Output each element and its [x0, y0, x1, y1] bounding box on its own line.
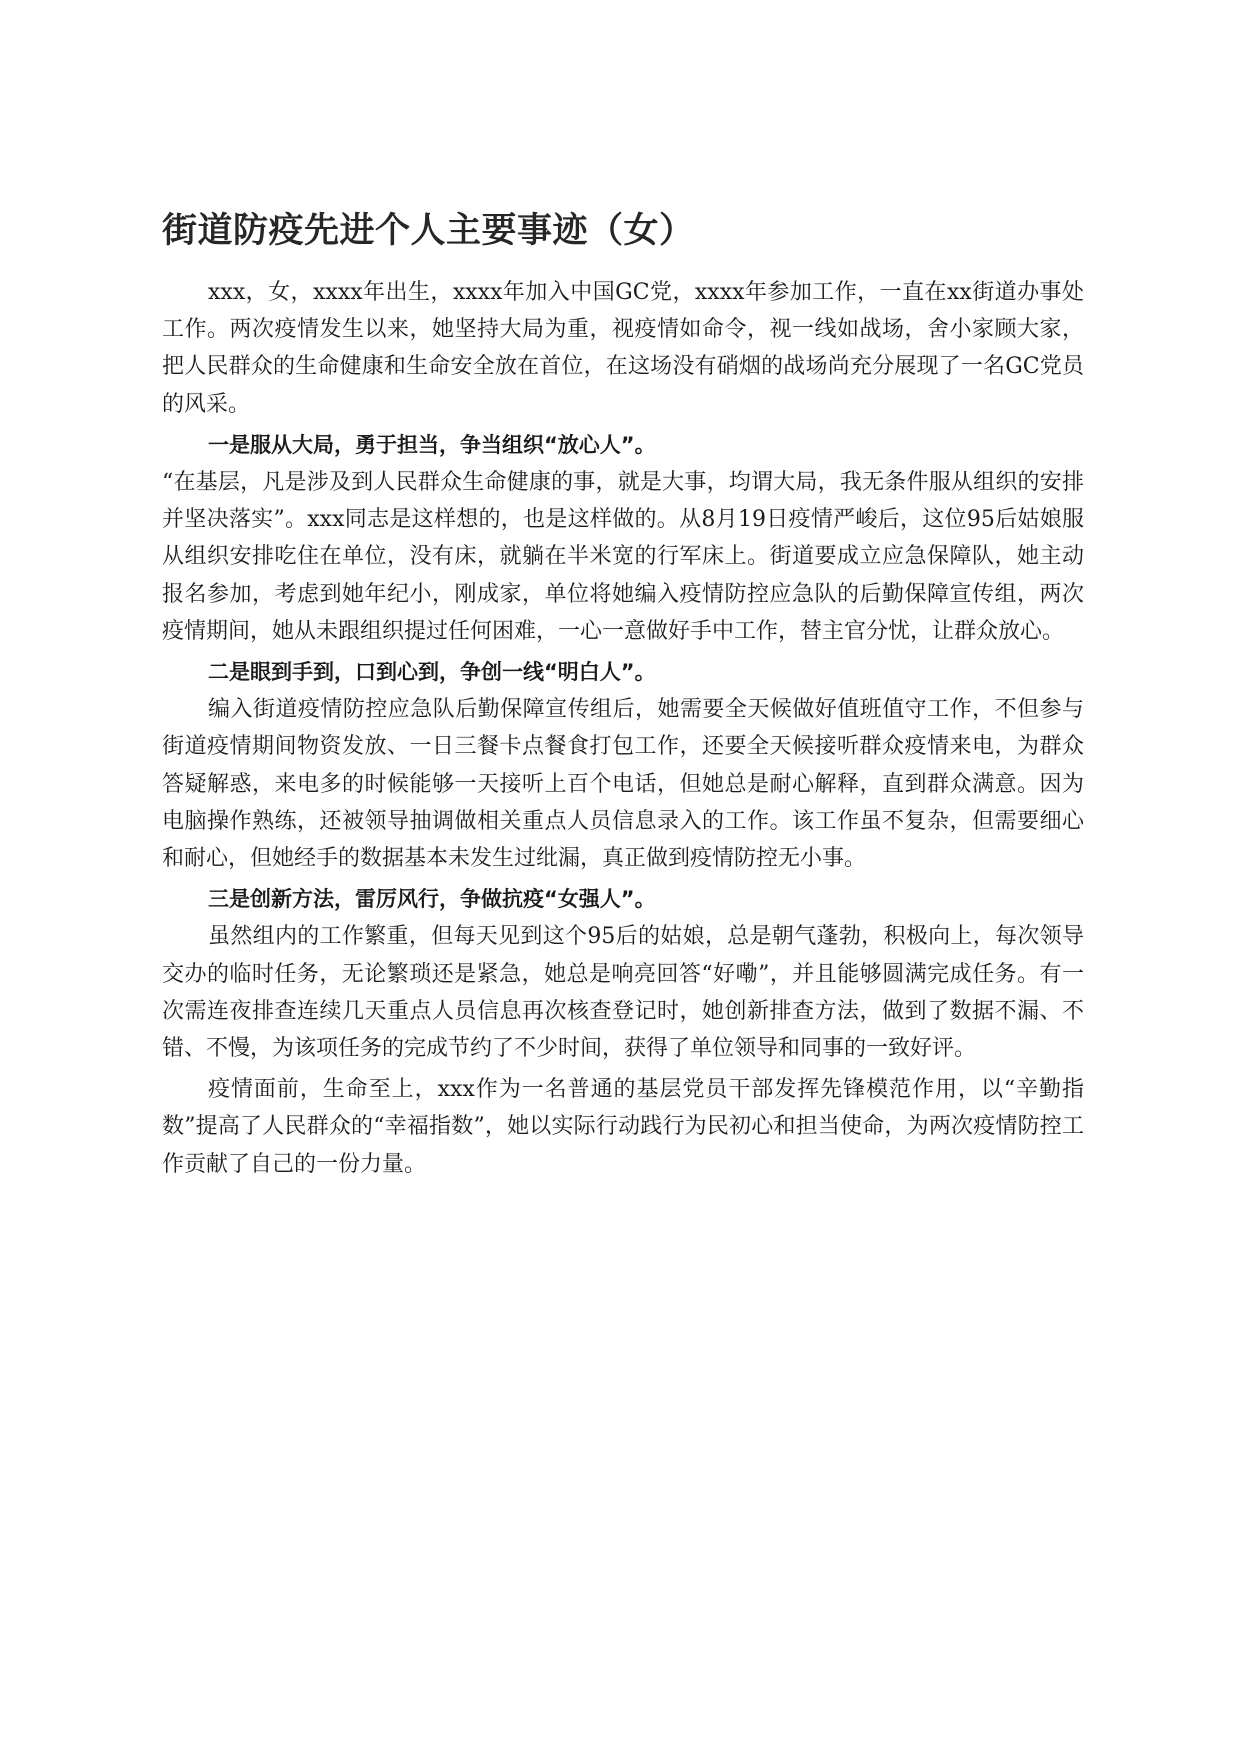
- section-1-body: “在基层，凡是涉及到人民群众生命健康的事，就是大事，均谓大局，我无条件服从组织的安排并坚决落实”。xxx同志是这样想的，也是这样做的。从8月19日疫情严峻后，这位95后姑娘服从组织安排吃住在单位，没有床，就躺在半米宽的行军床上。街道要成立应急保障队，她主动报名参加，考虑到她年纪小，刚成家，单位将她编入疫情防控应急队的后勤保障宣传组，两次疫情期间，她从未跟组织提过任何困难，一心一意做好手中工作，替主官分忧，让群众放心。: [162, 470, 1084, 644]
- conclusion-paragraph: 疫情面前，生命至上，xxx作为一名普通的基层党员干部发挥先锋模范作用，以“辛勤指数”提高了人民群众的“幸福指数”，她以实际行动践行为民初心和担当使命，为两次疫情防控工作贡献了自己的一份力量。: [162, 1077, 1084, 1177]
- intro-paragraph: xxx，女，xxxx年出生，xxxx年加入中国GC党，xxxx年参加工作，一直在xx街道办事处工作。两次疫情发生以来，她坚持大局为重，视疫情如命令，视一线如战场，舍小家顾大家，把人民群众的生命健康和生命安全放在首位，在这场没有硝烟的战场尚充分展现了一名GC党员的风采。: [162, 280, 1084, 417]
- section-1-heading: 一是服从大局，勇于担当，争当组织“放心人”。: [208, 432, 656, 457]
- section-2-heading: 二是眼到手到，口到心到，争创一线“明白人”。: [208, 660, 656, 685]
- section-2-body: 编入街道疫情防控应急队后勤保障宣传组后，她需要全天候做好值班值守工作，不但参与街道疫情期间物资发放、一日三餐卡点餐食打包工作，还要全天候接听群众疫情来电，为群众答疑解惑，来电多的时候能够一天接听上百个电话，但她总是耐心解释，直到群众满意。因为电脑操作熟练，还被领导抽调做相关重点人员信息录入的工作。该工作虽不复杂，但需要细心和耐心，但她经手的数据基本未发生过纰漏，真正做到疫情防控无小事。: [162, 697, 1084, 872]
- section-3-body: 虽然组内的工作繁重，但每天见到这个95后的姑娘，总是朝气蓬勃，积极向上，每次领导交办的临时任务，无论繁琐还是紧急，她总是响亮回答“好嘞”，并且能够圆满完成任务。有一次需连夜排查连续几天重点人员信息再次核查登记时，她创新排查方法，做到了数据不漏、不错、不慢，为该项任务的完成节约了不少时间，获得了单位领导和同事的一致好评。: [162, 924, 1084, 1062]
- document-body: [162, 206, 1084, 1183]
- section-3-heading: 三是创新方法，雷厉风行，争做抗疫“女强人”。: [208, 887, 656, 912]
- document-title: 街道防疫先进个人主要事迹（女）: [162, 211, 695, 251]
